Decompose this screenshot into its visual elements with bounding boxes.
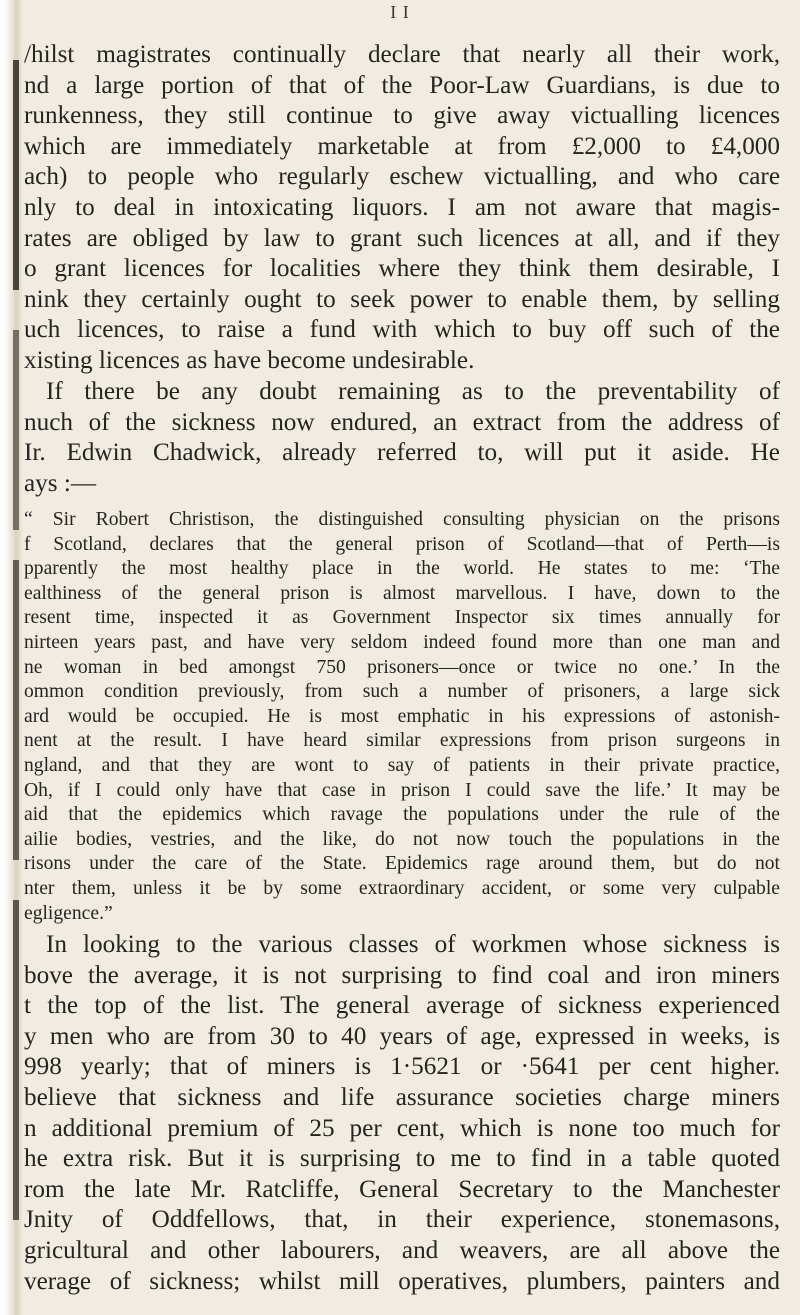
- text-line: ailie bodies, vestries, and the like, do not now touch the populations in the: [24, 828, 780, 850]
- text-line: Ir. Edwin Chadwick, already referred to, will put it aside. He: [24, 439, 780, 467]
- text-line: n additional premium of 25 per cent, which is none too much for: [24, 1114, 780, 1142]
- text-line: nent at the result. I have heard similar expressions from prison surgeons in: [24, 730, 780, 752]
- text-line: ommon condition previously, from such a number of prisoners, a large sick: [24, 681, 780, 703]
- text-line: egligence.”: [24, 902, 113, 924]
- text-line: runkenness, they still continue to give away victualling licences: [24, 102, 780, 130]
- text-line: /hilst magistrates continually declare that nearly all their work,: [24, 41, 780, 68]
- text-line: 998 yearly; that of miners is 1·5621 or ·5641 per cent higher.: [24, 1053, 780, 1081]
- paragraph-1-body: [24, 40, 780, 377]
- text-line: ngland, and that they are wont to say of patients in their private practice,: [24, 754, 780, 776]
- text-line: risons under the care of the State. Epidemics rage around them, but do not: [24, 853, 780, 875]
- text-line: If there be any doubt remaining as to the preventability of: [46, 378, 780, 405]
- text-line: ealthiness of the general prison is almost marvellous. I have, down to the: [24, 582, 780, 604]
- text-line: ard would be occupied. He is most emphatic in his expressions of astonish-: [24, 705, 780, 727]
- paragraph-2-body: [24, 377, 780, 499]
- binding-shadow: [13, 330, 19, 530]
- text-line: he extra risk. But it is surprising to me to find in a table quoted: [24, 1145, 780, 1173]
- text-line: ne woman in bed amongst 750 prisoners—once or twice no one.’ In the: [24, 656, 780, 678]
- text-line: y men who are from 30 to 40 years of age, expressed in weeks, is: [24, 1022, 780, 1050]
- binding-shadow: [13, 900, 19, 1220]
- paragraph-2: [24, 377, 780, 499]
- text-line: In looking to the various classes of workmen whose sickness is: [46, 931, 780, 958]
- text-line: f Scotland, declares that the general prison of Scotland—that of Perth—is: [24, 533, 780, 555]
- text-line: aid that the epidemics which ravage the populations under the rule of the: [24, 804, 780, 826]
- text-line: bove the average, it is not surprising to find coal and iron miners: [24, 961, 780, 989]
- text-line: pparently the most healthy place in the world. He states to me: ‘The: [24, 558, 780, 580]
- text-line: verage of sickness; whilst mill operatives, plumbers, painters and: [24, 1267, 780, 1295]
- text-line: xisting licences as have become undesirable.: [24, 346, 475, 374]
- text-line: nter them, unless it be by some extraordinary accident, or some very culpable: [24, 877, 780, 899]
- text-line: believe that sickness and life assurance societies charge miners: [24, 1083, 780, 1111]
- text-line: Jnity of Oddfellows, that, in their experience, stonemasons,: [24, 1206, 780, 1234]
- text-line: nd a large portion of that of the Poor-Law Guardians, is due to: [24, 71, 780, 99]
- text-line: Oh, if I could only have that case in prison I could save the life.’ It may be: [24, 779, 780, 801]
- text-line: resent time, inspected it as Government Inspector six times annually for: [24, 607, 780, 629]
- quoted-extract-body: [24, 508, 780, 926]
- text-line: ach) to people who regularly eschew victualling, and who care: [24, 163, 780, 191]
- text-line: which are immediately marketable at from £2,000 to £4,000: [24, 132, 780, 160]
- paragraph-3: [24, 930, 780, 1297]
- text-line: uch licences, to raise a fund with which to buy off such of the: [24, 316, 780, 344]
- text-line: nly to deal in intoxicating liquors. I am not aware that magis-: [24, 193, 780, 221]
- binding-shadow: [13, 560, 19, 860]
- text-line: o grant licences for localities where they think them desirable, I: [24, 255, 780, 283]
- text-line: nuch of the sickness now endured, an extract from the address of: [24, 408, 780, 436]
- text-line: gricultural and other labourers, and weavers, are all above the: [24, 1236, 780, 1264]
- text-line: rom the late Mr. Ratcliffe, General Secretary to the Manchester: [24, 1175, 780, 1203]
- paragraph-3-body: [24, 930, 780, 1297]
- paragraph-1: [24, 40, 780, 377]
- text-line: “ Sir Robert Christison, the distinguished consulting physician on the prisons: [24, 509, 780, 530]
- quoted-extract: [24, 508, 780, 926]
- text-line: rates are obliged by law to grant such licences at all, and if they: [24, 224, 780, 252]
- text-line: t the top of the list. The general average of sickness experienced: [24, 992, 780, 1020]
- text-line: nink they certainly ought to seek power to enable them, by selling: [24, 285, 780, 313]
- binding-shadow: [13, 60, 19, 290]
- page-number: I I: [390, 2, 410, 22]
- text-line: nirteen years past, and have very seldom indeed found more than one man and: [24, 631, 780, 653]
- text-line: ays :—: [24, 469, 97, 497]
